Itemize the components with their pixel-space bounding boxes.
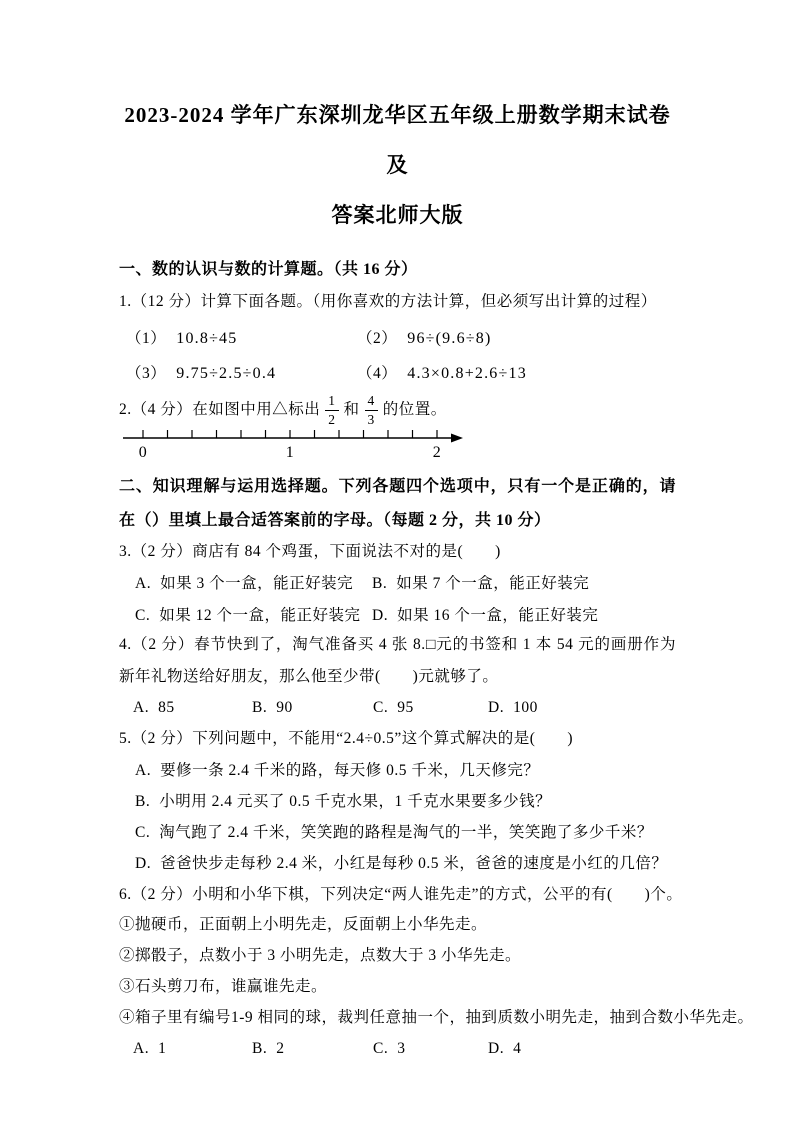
question-5-option-d-label: D. — [135, 855, 152, 872]
question-3-option-d — [372, 600, 676, 632]
question-5-text: 5.（2 分）下列问题中，不能用“2.4÷0.5”这个算式解决的是( ) — [119, 730, 574, 747]
question-5-option-c-label: C. — [135, 824, 151, 841]
question-5-option-c-text: 淘气跑了 2.4 千米，笑笑跑的路程是淘气的一半，笑笑跑了多少千米？ — [159, 824, 653, 841]
question-4-option-a-label: A. — [133, 699, 150, 716]
question-2-conjunction: 和 — [343, 401, 360, 418]
calc-item-4-expression: 4.3×0.8+2.6÷13 — [407, 365, 527, 382]
calc-item-2-expression: 96÷(9.6÷8) — [407, 330, 492, 347]
fraction-four-thirds-numerator: 4 — [365, 393, 378, 411]
question-2-prefix: 2.（4 分）在如图中用△标出 — [119, 401, 321, 418]
question-5-option-b-text: 小明用 2.4 元买了 0.5 千克水果，1 千克水果要多少钱？ — [159, 793, 552, 810]
question-4-option-d-label: D. — [488, 699, 505, 716]
question-4-option-b-label: B. — [252, 699, 268, 716]
calc-item-3-label: （3） — [126, 365, 167, 382]
calc-item-1-expression: 10.8÷45 — [176, 330, 238, 347]
question-3-option-a — [135, 568, 372, 600]
question-3-option-c-label: C. — [135, 607, 151, 624]
question-3-option-b-label: B. — [372, 575, 388, 592]
question-1-text: 1.（12 分）计算下面各题。（用你喜欢的方法计算，但必须写出计算的过程） — [119, 293, 657, 310]
calc-item-3 — [126, 358, 357, 390]
question-6-option-b-label: B. — [252, 1040, 268, 1057]
question-5-option-c — [119, 817, 676, 848]
question-3-options-row-2 — [119, 600, 676, 632]
question-6-text: 6.（2 分）小明和小华下棋，下列决定“两人谁先走”的方式，公平的有( )个。 — [119, 886, 683, 903]
question-3-option-a-label: A. — [135, 575, 152, 592]
question-6-statement-2: ②掷骰子，点数小于 3 小明先走，点数大于 3 小华先走。 — [119, 947, 522, 964]
question-3-option-c — [135, 600, 372, 632]
question-4-text: 4.（2 分）春节快到了，淘气准备买 4 张 8.□元的书签和 1 本 54 元的画册作为新年礼物送给好朋友，那么他至少带( )元就够了。 — [119, 636, 676, 685]
question-6-statement-1: ①抛硬币，正面朝上小明先走，反面朝上小华先走。 — [119, 916, 488, 933]
fraction-one-half-numerator: 1 — [325, 393, 338, 411]
question-4-option-b — [252, 692, 373, 724]
question-6-statement-4: ④箱子里有编号1-9 相同的球，裁判任意抽一个，抽到质数小明先走，抽到合数小华先走。 — [119, 1009, 754, 1026]
question-3-option-c-text: 如果 12 个一盒，能正好装完 — [159, 607, 361, 624]
question-6-options — [119, 1033, 676, 1065]
question-6-option-b-text: 2 — [276, 1040, 285, 1057]
question-6-option-d-label: D. — [488, 1040, 505, 1057]
number-line-arrow — [451, 434, 463, 443]
question-5-options — [119, 755, 676, 879]
fraction-four-thirds-denominator: 3 — [367, 411, 375, 427]
fraction-four-thirds — [365, 393, 378, 427]
question-3-option-b-text: 如果 7 个一盒，能正好装完 — [396, 575, 590, 592]
question-3-options-row-1 — [119, 568, 676, 600]
number-line-label-1: 1 — [285, 444, 295, 460]
question-5-option-d-text: 爸爸快步走每秒 2.4 米，小红是每秒 0.5 米，爸爸的速度是小红的几倍？ — [160, 855, 668, 872]
calc-item-2 — [357, 323, 676, 355]
question-6-statement-3: ③石头剪刀布，谁赢谁先走。 — [119, 978, 328, 995]
question-6-option-a-label: A. — [133, 1040, 150, 1057]
question-6-option-a-text: 1 — [158, 1040, 167, 1057]
question-4-option-d — [488, 692, 676, 724]
question-6-option-b — [252, 1033, 373, 1065]
calc-item-1 — [126, 323, 357, 355]
question-4-option-a-text: 85 — [158, 699, 175, 716]
question-4-option-c-label: C. — [373, 699, 389, 716]
exam-content — [119, 0, 754, 1065]
question-4-option-c — [373, 692, 488, 724]
calc-item-4 — [357, 358, 676, 390]
question-6-option-d-text: 4 — [513, 1040, 522, 1057]
calc-item-1-label: （1） — [126, 330, 167, 347]
question-6-option-c-text: 3 — [397, 1040, 406, 1057]
question-4-option-c-text: 95 — [397, 699, 414, 716]
calc-item-2-label: （2） — [357, 330, 398, 347]
question-6-option-a — [133, 1033, 252, 1065]
number-line-label-0: 0 — [138, 444, 148, 460]
number-line-figure — [121, 426, 676, 460]
fraction-one-half — [325, 393, 338, 427]
question-6-option-c-label: C. — [373, 1040, 389, 1057]
number-line-label-2: 2 — [432, 444, 442, 460]
question-5-option-b-label: B. — [135, 793, 151, 810]
section-2-heading: 二、知识理解与运用选择题。下列各题四个选项中，只有一个是正确的，请在（）里填上最合适答案前的字母。（每题 2 分，共 10 分） — [119, 478, 676, 529]
question-5-option-d — [119, 848, 676, 879]
question-4-option-b-text: 90 — [276, 699, 293, 716]
page-title-line1: 2023-2024 学年广东深圳龙华区五年级上册数学期末试卷及 — [124, 103, 671, 177]
question-3-option-d-text: 如果 16 个一盒，能正好装完 — [397, 607, 599, 624]
question-6-option-c — [373, 1033, 488, 1065]
question-5-option-a-text: 要修一条 2.4 千米的路，每天修 0.5 千米，几天修完？ — [160, 762, 540, 779]
calc-row-2 — [119, 358, 676, 390]
fraction-one-half-denominator: 2 — [328, 411, 336, 427]
question-3-option-d-label: D. — [372, 607, 389, 624]
calc-row-1 — [119, 323, 676, 355]
question-5-option-b — [119, 786, 676, 817]
section-1-heading: 一、数的认识与数的计算题。（共 16 分） — [119, 261, 418, 278]
question-4-option-a — [133, 692, 252, 724]
page-title-line2: 答案北师大版 — [331, 203, 464, 227]
question-3-option-b — [372, 568, 676, 600]
question-4-options — [119, 692, 676, 724]
question-2-suffix: 的位置。 — [382, 401, 447, 418]
question-5-option-a-label: A. — [135, 762, 152, 779]
question-4-option-d-text: 100 — [513, 699, 538, 716]
calc-item-3-expression: 9.75÷2.5÷0.4 — [176, 365, 277, 382]
question-3-text: 3.（2 分）商店有 84 个鸡蛋，下面说法不对的是( ) — [119, 543, 501, 560]
calc-item-4-label: （4） — [357, 365, 398, 382]
question-6-statements — [119, 909, 754, 1033]
question-6-option-d — [488, 1033, 676, 1065]
number-line — [121, 426, 471, 460]
question-3-option-a-text: 如果 3 个一盒，能正好装完 — [160, 575, 354, 592]
page-title — [119, 90, 676, 240]
question-5-option-a — [119, 755, 676, 786]
